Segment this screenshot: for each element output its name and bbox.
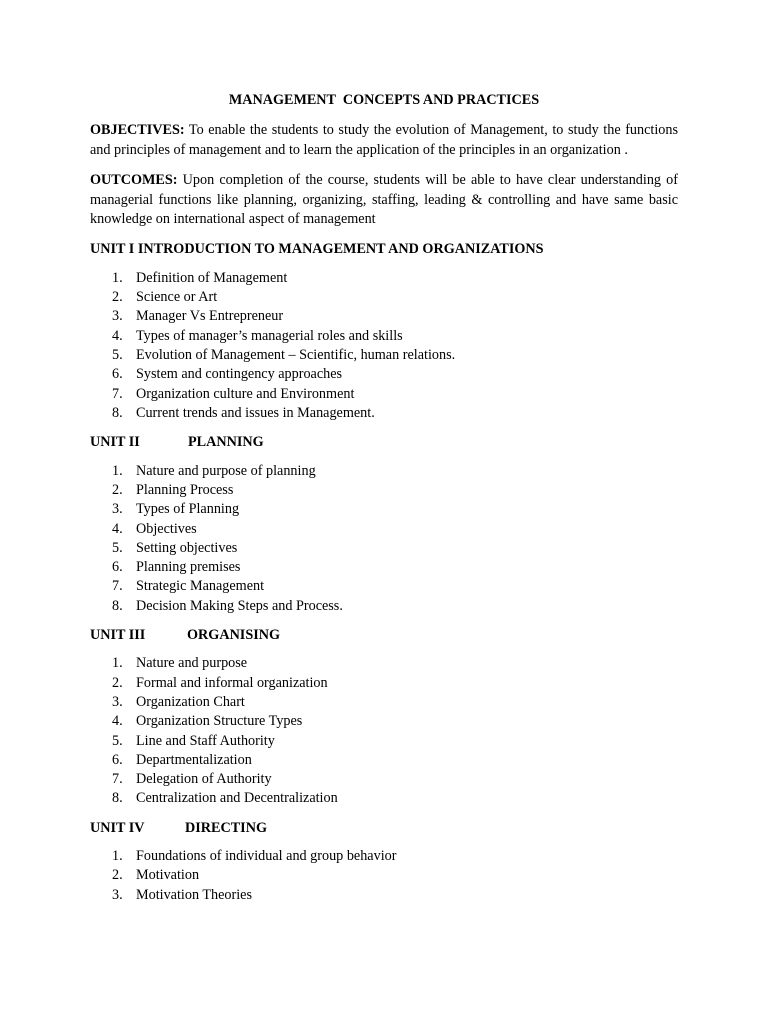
outcomes-label: OUTCOMES:: [90, 172, 178, 189]
list-item: 6. System and contingency approaches: [112, 366, 343, 383]
list-item: 3. Types of Planning: [112, 501, 240, 518]
list-item: 2. Science or Art: [112, 289, 218, 306]
list-item: 2. Motivation: [112, 867, 200, 884]
list-item: 2. Planning Process: [112, 481, 234, 498]
unit-4-number: UNIT IV: [90, 819, 145, 836]
list-item: 1. Foundations of individual and group behavior: [112, 848, 397, 865]
list-item: 1. Nature and purpose of planning: [112, 462, 316, 479]
objectives-label: OBJECTIVES:: [90, 122, 185, 139]
list-item: 7. Delegation of Authority: [112, 771, 272, 788]
unit-3-heading: [90, 626, 678, 645]
list-item: 8. Current trends and issues in Management.: [112, 404, 375, 421]
list-item: 7. Organization culture and Environment: [112, 385, 355, 402]
list-item: 3. Organization Chart: [112, 694, 245, 710]
unit-2-list: [90, 462, 678, 616]
objectives-paragraph: [90, 121, 678, 160]
list-item: 5. Line and Staff Authority: [112, 732, 275, 749]
document-title: MANAGEMENT CONCEPTS AND PRACTICES: [228, 92, 540, 108]
list-item: 7. Strategic Management: [112, 578, 265, 595]
unit-3-list: [90, 654, 678, 808]
unit-4-name: DIRECTING: [185, 819, 267, 836]
list-item: 8. Centralization and Decentralization: [112, 790, 338, 807]
unit-2-heading: [90, 433, 678, 452]
unit-4-heading: [90, 819, 678, 838]
list-item: 5. Setting objectives: [112, 539, 238, 556]
document-body: [90, 91, 678, 915]
list-item: 5. Evolution of Management – Scientific, human relations.: [112, 347, 456, 364]
list-item: 1. Nature and purpose: [112, 655, 248, 672]
unit-3-name: ORGANISING: [187, 627, 281, 643]
unit-3-number: UNIT III: [90, 627, 146, 643]
list-item: 6. Departmentalization: [112, 751, 252, 768]
unit-2-number: UNIT II: [90, 434, 140, 451]
unit-1-heading: [90, 240, 678, 259]
list-item: 4. Types of manager’s managerial roles and skills: [112, 327, 403, 344]
list-item: 3. Manager Vs Entrepreneur: [112, 308, 284, 325]
unit-1-number: UNIT I INTRODUCTION TO MANAGEMENT AND ORGANIZATIONS: [90, 241, 544, 258]
unit-2-name: PLANNING: [188, 434, 264, 451]
list-item: 4. Organization Structure Types: [112, 713, 303, 730]
list-item: 3. Motivation Theories: [112, 886, 252, 903]
list-item: 6. Planning premises: [112, 559, 241, 576]
outcomes-text: Upon completion of the course, students will be able to have clear understanding of managerial functions like planning, organizing, staffing, leading & controlling and have same basic knowledge on international aspect of management: [90, 172, 678, 228]
objectives-text: To enable the students to study the evolution of Management, to study the functions and principles of management and to learn the application of the principles in an organization .: [90, 122, 678, 158]
unit-1-list: [90, 269, 678, 423]
outcomes-paragraph: [90, 171, 678, 229]
list-item: 8. Decision Making Steps and Process.: [112, 597, 343, 614]
list-item: 2. Formal and informal organization: [112, 674, 328, 691]
list-item: 4. Objectives: [112, 520, 197, 537]
list-item: 1. Definition of Management: [112, 269, 288, 286]
unit-4-list: [90, 847, 678, 905]
